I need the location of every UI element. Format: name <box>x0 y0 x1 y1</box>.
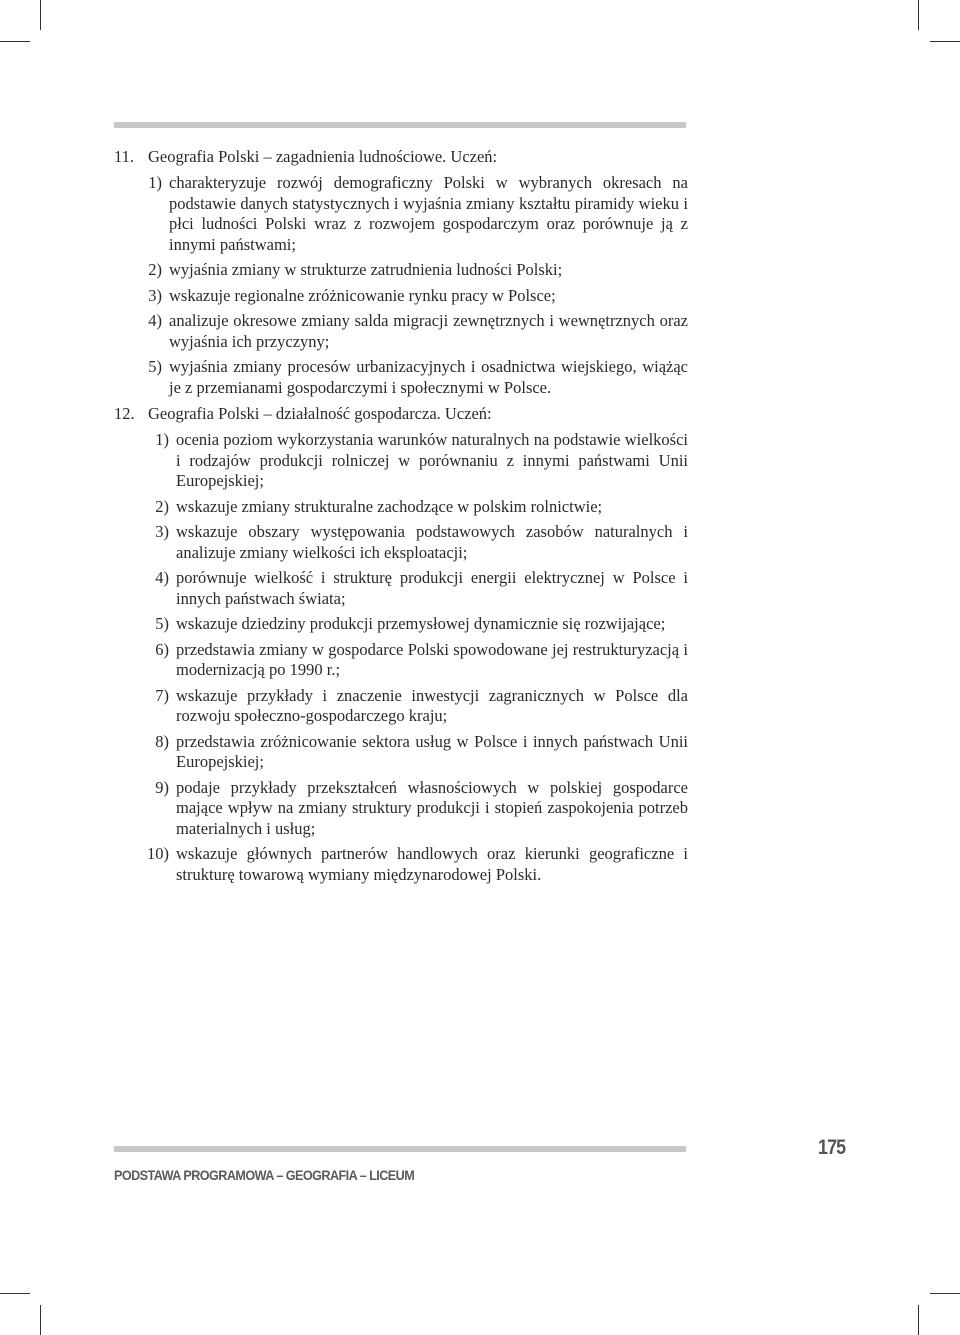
item-number: 9) <box>155 777 169 797</box>
crop-mark-top-left <box>40 0 41 30</box>
item-text: wskazuje dziedziny produkcji przemysłowej dynamicznie się rozwijające; <box>176 614 666 633</box>
header-rule <box>114 122 686 128</box>
crop-mark-top-left-h <box>0 41 30 42</box>
list-item <box>114 844 688 885</box>
item-number: 3) <box>148 285 162 305</box>
item-number: 1) <box>148 173 162 192</box>
item-text: wyjaśnia zmiany procesów urbanizacyjnych i osadnictwa wiejskiego, wiążąc je z przemianami gospodarczymi i społecznymi w Polsce. <box>169 357 688 397</box>
crop-mark-bottom-right <box>918 1305 919 1335</box>
list-item <box>114 260 688 281</box>
footer-title: PODSTAWA PROGRAMOWA – GEOGRAFIA – LICEUM <box>114 1167 415 1183</box>
item-number: 4) <box>155 568 169 587</box>
item-text: przedstawia zmiany w gospodarce Polski spowodowane jej restrukturyzacją i modernizacją po 1990 r.; <box>176 639 688 679</box>
item-text: porównuje wielkość i strukturę produkcji energii elektrycznej w Polsce i innych państwach świata; <box>176 568 688 608</box>
item-text: podaje przykłady przekształceń własnościowych w polskiej gospodarce mające wpływ na zmiany struktury produkcji i stopień zaspokojenia potrzeb materialnych i usług; <box>176 777 688 838</box>
section-11 <box>114 146 688 398</box>
item-number: 8) <box>155 731 169 751</box>
crop-mark-top-right <box>918 0 919 30</box>
item-text: przedstawia zróżnicowanie sektora usług w Polsce i innych państwach Unii Europejskiej; <box>176 731 688 771</box>
list-item <box>114 732 688 773</box>
item-number: 10) <box>147 844 169 863</box>
section-title: Geografia Polski – działalność gospodarcza. Uczeń: <box>148 404 492 423</box>
item-text: wskazuje obszary występowania podstawowych zasobów naturalnych i analizuje zmiany wielkości ich eksploatacji; <box>176 522 688 562</box>
item-text: ocenia poziom wykorzystania warunków naturalnych na podstawie wielkości i rodzajów produkcji rolniczej w porównaniu z innymi państwami Unii Europejskiej; <box>176 430 688 490</box>
item-number: 2) <box>148 260 162 279</box>
footer-rule <box>114 1146 686 1152</box>
item-number: 3) <box>155 522 169 541</box>
list-item <box>114 311 688 352</box>
item-text: wskazuje zmiany strukturalne zachodzące w polskim rolnictwie; <box>176 496 603 516</box>
crop-mark-top-right-h <box>930 41 960 42</box>
list-item <box>114 522 688 563</box>
item-text: charakteryzuje rozwój demograficzny Polski w wybranych okresach na podstawie danych statystycznych i wyjaśnia zmiany kształtu piramidy wieku i płci ludności Polski wraz z rozwojem gospodarczym oraz porównuje ją z innymi państwami; <box>169 173 688 254</box>
item-text: wskazuje głównych partnerów handlowych oraz kierunki geograficzne i strukturę towarową wymiany międzynarodowej Polski. <box>176 844 688 884</box>
section-number: 11. <box>114 147 135 166</box>
list-item <box>114 778 688 840</box>
crop-mark-bottom-left <box>40 1305 41 1335</box>
section-12 <box>114 403 688 885</box>
item-text: analizuje okresowe zmiany salda migracji zewnętrznych i wewnętrznych oraz wyjaśnia ich przyczyny; <box>169 311 688 351</box>
section-heading <box>114 146 688 167</box>
list-item <box>114 286 688 307</box>
item-text: wskazuje regionalne zróżnicowanie rynku pracy w Polsce; <box>169 285 556 305</box>
item-number: 5) <box>148 357 162 376</box>
list-item <box>114 614 688 635</box>
list-item <box>114 568 688 609</box>
list-item <box>114 686 688 727</box>
list-item <box>114 640 688 681</box>
crop-mark-bottom-right-h <box>930 1293 960 1294</box>
page-content <box>114 146 688 890</box>
section-number: 12. <box>114 404 135 423</box>
list-item <box>114 173 688 255</box>
item-number: 1) <box>155 430 169 449</box>
crop-mark-bottom-left-h <box>0 1293 30 1294</box>
page-number: 175 <box>818 1136 846 1159</box>
item-number: 5) <box>155 614 169 633</box>
item-number: 2) <box>155 496 169 516</box>
item-number: 4) <box>148 311 162 330</box>
requirements-list <box>114 430 688 885</box>
list-item <box>114 357 688 398</box>
item-number: 6) <box>155 639 169 659</box>
item-text: wyjaśnia zmiany w strukturze zatrudnienia ludności Polski; <box>169 260 563 279</box>
section-heading <box>114 403 688 424</box>
item-number: 7) <box>155 685 169 705</box>
list-item <box>114 430 688 492</box>
requirements-list <box>114 173 688 398</box>
section-title: Geografia Polski – zagadnienia ludnościowe. Uczeń: <box>148 147 498 166</box>
item-text: wskazuje przykłady i znaczenie inwestycji zagranicznych w Polsce dla rozwoju społeczno-gospodarczego kraju; <box>176 685 688 725</box>
list-item <box>114 497 688 518</box>
